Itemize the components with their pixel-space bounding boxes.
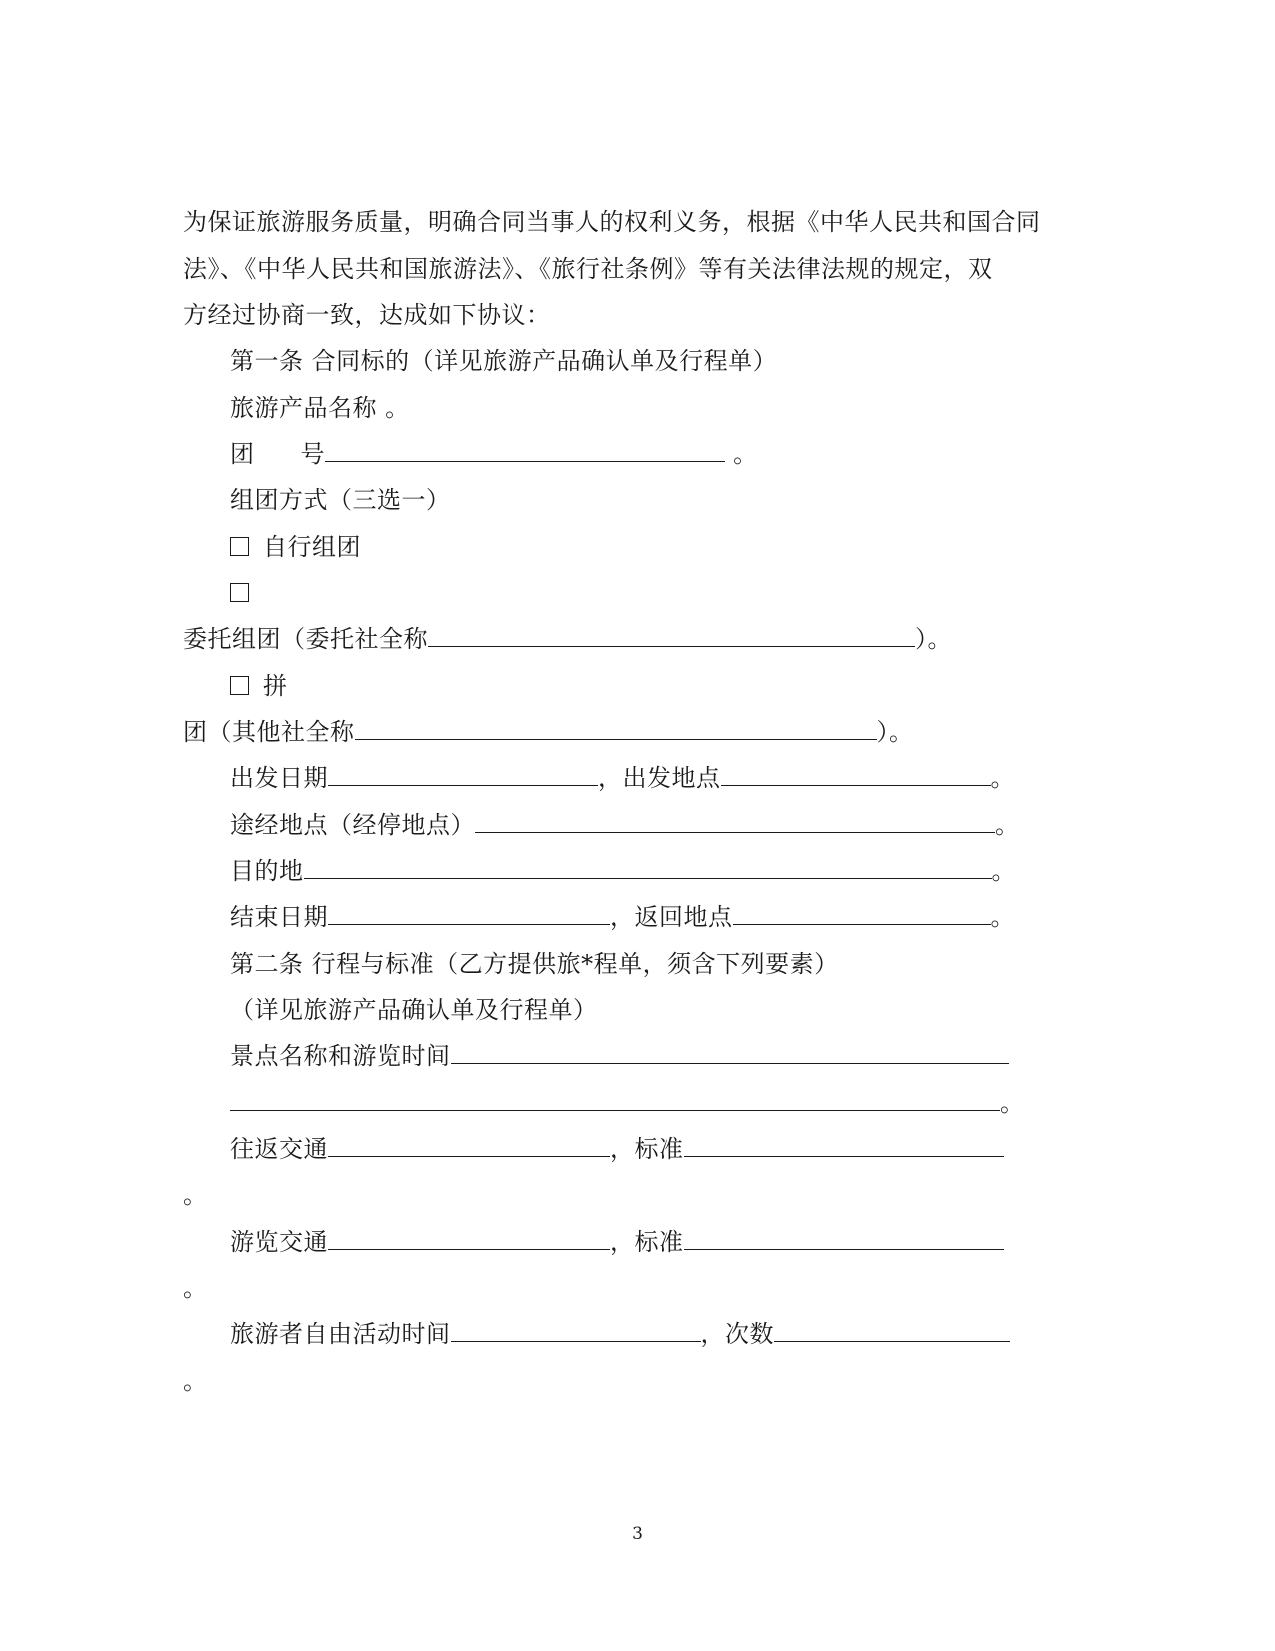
free-time-period: 。 — [183, 1367, 208, 1395]
group-number-row — [230, 439, 758, 469]
option-entrusted-checkbox-row — [230, 578, 263, 608]
option-joint-checkbox[interactable] — [230, 676, 249, 695]
round-trip-period: 。 — [183, 1181, 208, 1209]
page-number: 3 — [632, 1524, 643, 1544]
destination-blank[interactable] — [304, 856, 992, 879]
destination-period: 。 — [991, 857, 1016, 885]
option-self-organized-checkbox[interactable] — [230, 537, 249, 556]
option-joint-label: 团（其他社全称 — [183, 718, 355, 746]
departure-place-blank[interactable] — [721, 763, 991, 786]
option-entrusted-end: ）。 — [915, 625, 952, 653]
via-label: 途经地点（经停地点） — [230, 811, 475, 839]
round-trip-row — [230, 1134, 1004, 1164]
departure-date-label: 出发日期 — [230, 764, 328, 792]
via-row — [230, 810, 1020, 840]
group-number-label-b: 号 — [300, 440, 325, 468]
end-date-blank[interactable] — [328, 902, 610, 925]
intro-line-2: 法》、《中华人民共和国旅游法》、《旅行社条例》等有关法律法规的规定，双 — [183, 255, 993, 283]
intro-line-1: 为保证旅游服务质量，明确合同当事人的权利义务，根据《中华人民共和国合同 — [183, 208, 1041, 236]
round-trip-standard-blank[interactable] — [684, 1134, 1004, 1157]
article1-heading: 第一条 合同标的（详见旅游产品确认单及行程单） — [230, 347, 778, 375]
end-period: 。 — [990, 903, 1015, 931]
option-entrusted-label: 委托组团（委托社全称 — [183, 625, 428, 653]
departure-row — [230, 763, 1015, 793]
option-joint-prefix: 拼 — [263, 672, 288, 700]
round-trip-label: 往返交通 — [230, 1135, 328, 1163]
option-self-organized-label: 自行组团 — [263, 533, 361, 561]
destination-label: 目的地 — [230, 857, 304, 885]
tour-transport-standard-blank[interactable] — [684, 1227, 1004, 1250]
departure-date-blank[interactable] — [328, 763, 598, 786]
sights-row — [230, 1041, 1009, 1071]
end-row — [230, 902, 1015, 932]
return-place-label: ，返回地点 — [610, 903, 733, 931]
free-time-count-label: ，次数 — [700, 1320, 774, 1348]
article2-heading: 第二条 行程与标准（乙方提供旅*程单，须含下列要素） — [230, 950, 839, 978]
tour-transport-standard-label: ，标准 — [610, 1228, 684, 1256]
sights-blank-continued[interactable] — [230, 1088, 1000, 1111]
free-time-count-blank[interactable] — [774, 1319, 1010, 1342]
sights-continuation-row — [230, 1088, 1025, 1118]
via-period: 。 — [995, 811, 1020, 839]
tour-transport-blank[interactable] — [328, 1227, 610, 1250]
group-number-end: 。 — [725, 440, 758, 468]
return-place-blank[interactable] — [733, 902, 991, 925]
option-joint-checkbox-row — [230, 671, 288, 701]
via-blank[interactable] — [475, 810, 995, 833]
departure-place-label: ，出发地点 — [598, 764, 721, 792]
entrusted-agency-blank[interactable] — [428, 624, 915, 647]
product-name-label: 旅游产品名称 。 — [230, 394, 410, 422]
free-time-blank[interactable] — [451, 1319, 701, 1342]
group-number-blank[interactable] — [325, 439, 725, 462]
group-number-label-a: 团 — [230, 440, 255, 468]
tour-transport-label: 游览交通 — [230, 1228, 328, 1256]
free-time-row — [230, 1319, 1010, 1349]
sights-period: 。 — [1000, 1089, 1025, 1117]
round-trip-standard-label: ，标准 — [610, 1135, 684, 1163]
departure-period: 。 — [990, 764, 1015, 792]
sights-label: 景点名称和游览时间 — [230, 1042, 451, 1070]
free-time-label: 旅游者自由活动时间 — [230, 1320, 451, 1348]
end-date-label: 结束日期 — [230, 903, 328, 931]
round-trip-blank[interactable] — [328, 1134, 610, 1157]
destination-row — [230, 856, 1016, 886]
sights-blank[interactable] — [451, 1041, 1009, 1064]
tour-transport-row — [230, 1227, 1004, 1257]
option-entrusted-row — [183, 624, 952, 654]
tour-transport-period: 。 — [183, 1274, 208, 1302]
option-entrusted-checkbox[interactable] — [230, 583, 249, 602]
article2-subheading: （详见旅游产品确认单及行程单） — [230, 996, 598, 1024]
intro-line-3: 方经过协商一致，达成如下协议： — [183, 301, 551, 329]
option-joint-row — [183, 717, 914, 747]
option-joint-end: ）。 — [876, 718, 914, 746]
other-agency-blank[interactable] — [355, 717, 877, 740]
option-self-organized — [230, 532, 361, 562]
group-mode-heading: 组团方式（三选一） — [230, 486, 451, 514]
